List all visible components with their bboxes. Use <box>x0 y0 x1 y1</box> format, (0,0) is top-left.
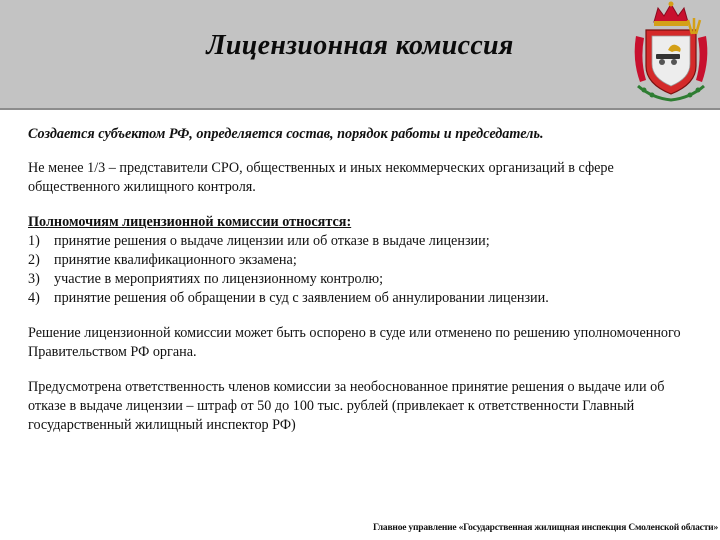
membership-paragraph: Не менее 1/3 – представители СРО, общественных и иных некоммерческих организаций в сфере общественного жилищного контроля. <box>28 160 614 195</box>
list-item-text: принятие решения об обращении в суд с заявлением об аннулировании лицензии. <box>54 290 549 306</box>
list-item-number: 3) <box>28 271 40 287</box>
page-title: Лицензионная комиссия <box>206 30 514 61</box>
list-item-text: принятие квалификационного экзамена; <box>54 252 297 268</box>
crown-icon <box>654 2 688 27</box>
list-item-text: участие в мероприятиях по лицензионному контролю; <box>54 271 384 287</box>
powers-section <box>28 213 700 308</box>
list-item-text: принятие решения о выдаче лицензии или об отказе в выдаче лицензии; <box>54 233 490 249</box>
liability-paragraph: Предусмотрена ответственность членов комиссии за необоснованное принятие решения о выдаче или об отказе в выдаче лицензии – штраф от 50 до 100 тыс. рублей (привлекает к ответственности Главный государственный жилищный инспектор РФ) <box>28 379 665 433</box>
list-item-number: 2) <box>28 252 40 268</box>
powers-heading: Полномочиям лицензионной комиссии относятся: <box>28 214 352 230</box>
appeal-paragraph: Решение лицензионной комиссии может быть оспорено в суде или отменено по решению уполномоченного Правительством РФ органа. <box>28 325 681 360</box>
footer-organization: Главное управление «Государственная жилищная инспекция Смоленской области» <box>373 523 718 533</box>
smolensk-coat-of-arms-icon <box>622 0 720 104</box>
list-item-number: 1) <box>28 233 40 249</box>
content-area <box>28 125 700 435</box>
list-item <box>28 289 700 308</box>
title-bar <box>0 0 720 110</box>
list-item <box>28 270 700 289</box>
lead-statement: Создается субъектом РФ, определяется состав, порядок работы и председатель. <box>28 126 544 142</box>
list-item <box>28 232 700 251</box>
list-item <box>28 251 700 270</box>
list-item-number: 4) <box>28 290 40 306</box>
